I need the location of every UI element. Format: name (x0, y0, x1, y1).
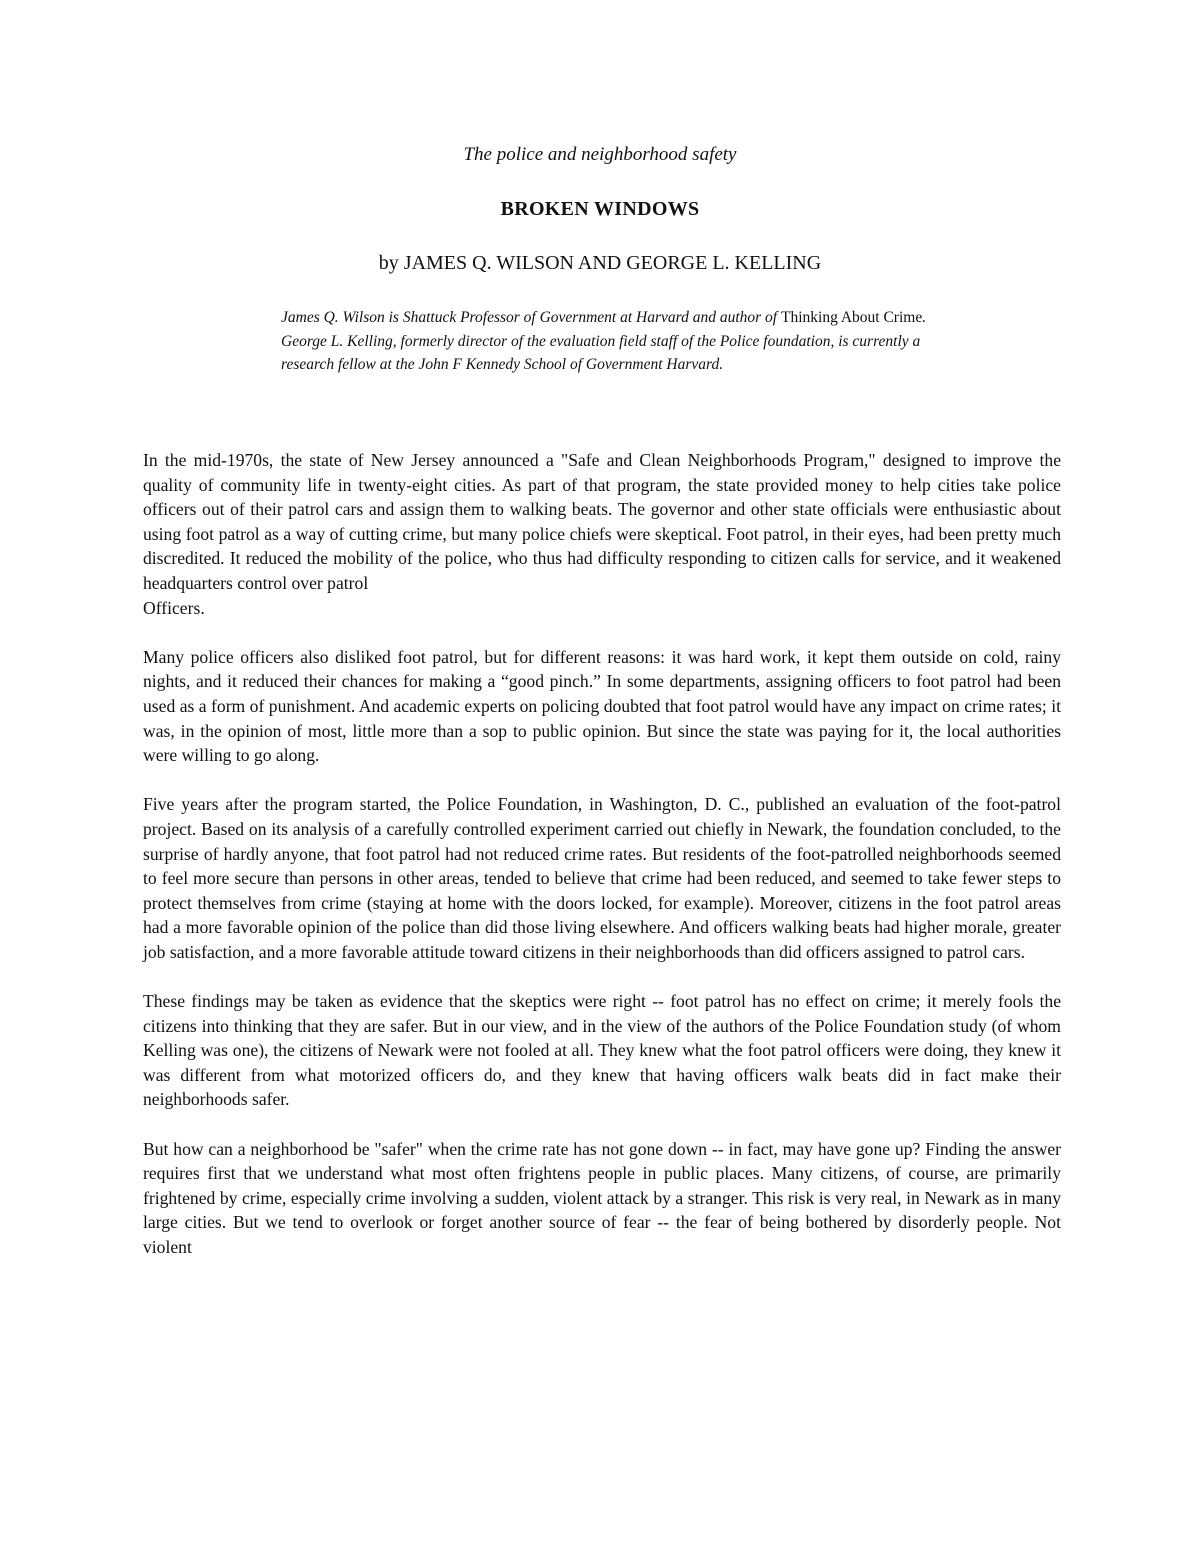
author-bio-text: . George L. Kelling, formerly director of the evaluation field staff of the Police foundation, is currently a research fellow at the John F Kennedy School of Government Harvard. (281, 309, 927, 373)
document-subtitle: The police and neighborhood safety (463, 144, 737, 165)
article-paragraph: But how can a neighborhood be "safer" when the crime rate has not gone down -- in fact, may have gone up? Finding the answer requires first that we understand what most often frightens people in public places. Many citizens, of course, are primarily frightened by crime, especially crime involving a sudden, violent attack by a stranger. This risk is very real, in Newark as in many large cities. But we tend to overlook or forget another source of fear -- the fear of being bothered by disorderly people. Not violent (143, 1138, 1061, 1257)
article-paragraph: Many police officers also disliked foot patrol, but for different reasons: it was hard work, it kept them outside on cold, rainy nights, and it reduced their chances for making a “good pinch.” In some departments, assigning officers to foot patrol had been used as a form of punishment. And academic experts on policing doubted that foot patrol would have any impact on crime rates; it was, in the opinion of most, little more than a sop to public opinion. But since the state was paying for it, the local authorities were willing to go along. (143, 646, 1061, 766)
author-bio-text: James Q. Wilson is Shattuck Professor of Government at Harvard and author of (281, 309, 781, 326)
document-title: BROKEN WINDOWS (500, 198, 700, 220)
paragraph-text: In the mid-1970s, the state of New Jersey announced a "Safe and Clean Neighborhoods Program," designed to improve the quality of community life in twenty-eight cities. As part of that program, the state provided money to help cities take police officers out of their patrol cars and assign them to walking beats. The governor and other state officials were enthusiastic about using foot patrol as a way of cutting crime, but many police chiefs were skeptical. Foot patrol, in their eyes, had been pretty much discredited. It reduced the mobility of the police, who thus had difficulty responding to citizen calls for service, and it weakened headquarters control over patrol (143, 450, 1061, 593)
article-paragraph: These findings may be taken as evidence that the skeptics were right -- foot patrol has no effect on crime; it merely fools the citizens into thinking that they are safer. But in our view, and in the view of the authors of the Police Foundation study (of whom Kelling was one), the citizens of Newark were not fooled at all. They knew what the foot patrol officers were doing, they knew it was different from what motorized officers do, and they knew that having officers walk beats did in fact make their neighborhoods safer. (143, 991, 1061, 1110)
paragraph-trailing-line: Officers. (143, 597, 205, 618)
author-byline: by JAMES Q. WILSON AND GEORGE L. KELLING (378, 252, 822, 274)
article-body (143, 448, 1061, 1260)
author-bio (281, 306, 931, 377)
book-title: Thinking About Crime (780, 309, 923, 326)
article-paragraph: Five years after the program started, the Police Foundation, in Washington, D. C., published an evaluation of the foot-patrol project. Based on its analysis of a carefully controlled experiment carried out chiefly in Newark, the foundation concluded, to the surprise of hardly anyone, that foot patrol had not reduced crime rates. But residents of the foot-patrolled neighborhoods seemed to feel more secure than persons in other areas, tended to believe that crime had been reduced, and seemed to take fewer steps to protect themselves from crime (staying at home with the doors locked, for example). Moreover, citizens in the foot patrol areas had a more favorable opinion of the police than did those living elsewhere. And officers walking beats had higher morale, greater job satisfaction, and a more favorable attitude toward citizens in their neighborhoods than did officers assigned to patrol cars. (143, 794, 1061, 962)
article-paragraph (143, 448, 1061, 620)
